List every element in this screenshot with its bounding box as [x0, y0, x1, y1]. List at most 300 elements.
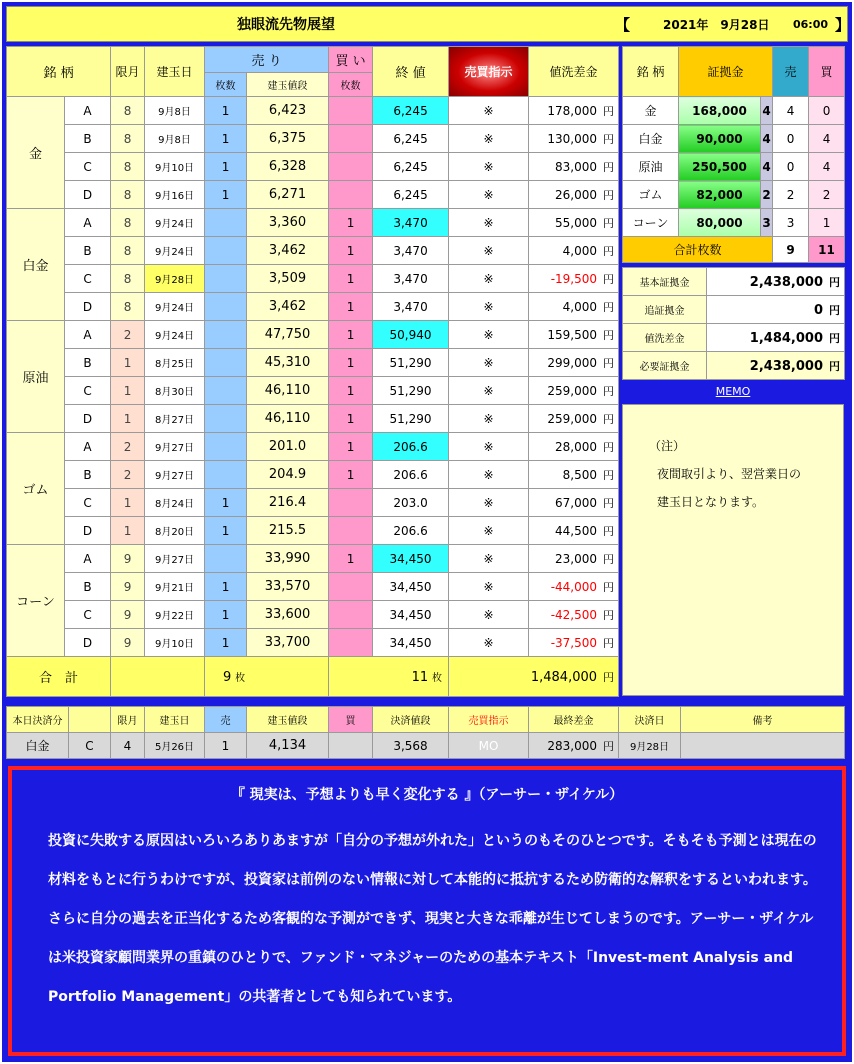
sell-count: 1	[205, 125, 247, 153]
settle-header: 最終差金	[529, 707, 619, 733]
margin-row	[623, 97, 845, 125]
entry-price: 6,423	[247, 97, 329, 125]
summary-value: 2,438,000 円	[707, 352, 845, 380]
pnl-cell: -37,500 円	[529, 629, 619, 657]
sell-count	[205, 405, 247, 433]
summary-value: 1,484,000 円	[707, 324, 845, 352]
position-date: 9月28日	[145, 265, 205, 293]
memo-link[interactable]: MEMO	[715, 385, 751, 398]
position-date: 9月24日	[145, 209, 205, 237]
settle-header: 建玉値段	[247, 707, 329, 733]
signal-mark: ※	[449, 321, 529, 349]
pnl-cell: 26,000 円	[529, 181, 619, 209]
sell-count: 1	[205, 517, 247, 545]
settle-header: 本日決済分	[7, 707, 69, 733]
close-price: 3,470	[373, 237, 449, 265]
contract-month: 9	[111, 573, 145, 601]
margin-sell: 3	[773, 209, 809, 237]
margin-total-sell: 9	[773, 237, 809, 263]
margin-lots: 2	[761, 181, 773, 209]
margin-row	[623, 209, 845, 237]
signal-mark: ※	[449, 209, 529, 237]
memo-line: 夜間取引より、翌営業日の	[657, 467, 802, 481]
position-date: 9月21日	[145, 573, 205, 601]
table-row	[7, 97, 619, 125]
pnl-cell: 299,000 円	[529, 349, 619, 377]
sell-count	[205, 321, 247, 349]
pnl-cell: 4,000 円	[529, 237, 619, 265]
close-price: 51,290	[373, 405, 449, 433]
contract-month: 8	[111, 181, 145, 209]
summary-label: 追証拠金	[623, 296, 707, 324]
contract-month: 1	[111, 377, 145, 405]
pnl-cell: -19,500 円	[529, 265, 619, 293]
settle-signal: MO	[449, 733, 529, 759]
settle-diff: 283,000 円	[529, 733, 619, 759]
contract-code: D	[65, 405, 111, 433]
table-row	[7, 461, 619, 489]
pnl-cell: 44,500 円	[529, 517, 619, 545]
margin-amount: 82,000	[679, 181, 761, 209]
contract-month: 1	[111, 405, 145, 433]
margin-sell: 0	[773, 125, 809, 153]
contract-month: 1	[111, 489, 145, 517]
settle-close: 3,568	[373, 733, 449, 759]
close-price: 34,450	[373, 545, 449, 573]
entry-price: 46,110	[247, 405, 329, 433]
buy-count: 1	[329, 265, 373, 293]
signal-mark: ※	[449, 97, 529, 125]
report-time: 06:00	[793, 18, 829, 31]
table-row	[7, 489, 619, 517]
header-meigara: 銘 柄	[7, 47, 111, 97]
margin-total-row	[623, 237, 845, 263]
close-price: 50,940	[373, 321, 449, 349]
pnl-cell: 159,500 円	[529, 321, 619, 349]
title-bar	[6, 6, 851, 42]
sell-count: 1	[205, 573, 247, 601]
position-date: 8月20日	[145, 517, 205, 545]
contract-code: D	[65, 181, 111, 209]
settle-date: 5月26日	[145, 733, 205, 759]
settle-day: 9月28日	[619, 733, 681, 759]
total-spacer	[111, 657, 205, 697]
sell-count: 1	[205, 97, 247, 125]
margin-row	[623, 125, 845, 153]
contract-code: A	[65, 209, 111, 237]
close-price: 51,290	[373, 349, 449, 377]
commodity-name: 白金	[7, 209, 65, 321]
margin-commodity: ゴム	[623, 181, 679, 209]
margin-amount: 168,000	[679, 97, 761, 125]
settle-header: 建玉日	[145, 707, 205, 733]
page-title: 独眼流先物展望	[237, 17, 335, 33]
total-row	[7, 657, 619, 697]
close-price: 6,245	[373, 181, 449, 209]
pnl-cell: 67,000 円	[529, 489, 619, 517]
settle-sell: 1	[205, 733, 247, 759]
header-buy-maisu: 枚数	[329, 73, 373, 97]
summary-row	[623, 324, 845, 352]
pnl-cell: 28,000 円	[529, 433, 619, 461]
contract-month: 8	[111, 293, 145, 321]
summary-label: 必要証拠金	[623, 352, 707, 380]
buy-count	[329, 181, 373, 209]
contract-code: C	[65, 601, 111, 629]
buy-count: 1	[329, 321, 373, 349]
sell-count: 1	[205, 489, 247, 517]
header-tatene: 建玉値段	[247, 73, 329, 97]
position-date: 9月10日	[145, 629, 205, 657]
signal-mark: ※	[449, 573, 529, 601]
position-date: 9月10日	[145, 153, 205, 181]
position-date: 8月30日	[145, 377, 205, 405]
buy-count	[329, 573, 373, 601]
settle-header: 備考	[681, 707, 845, 733]
header-kai: 買 い	[329, 47, 373, 73]
margin-commodity: 原油	[623, 153, 679, 181]
close-price: 3,470	[373, 209, 449, 237]
signal-mark: ※	[449, 265, 529, 293]
pnl-cell: 259,000 円	[529, 377, 619, 405]
signal-mark: ※	[449, 181, 529, 209]
sell-count	[205, 293, 247, 321]
table-row	[7, 153, 619, 181]
margin-row	[623, 181, 845, 209]
table-row	[7, 377, 619, 405]
close-price: 206.6	[373, 461, 449, 489]
sell-count	[205, 265, 247, 293]
entry-price: 3,462	[247, 237, 329, 265]
signal-mark: ※	[449, 125, 529, 153]
buy-count: 1	[329, 377, 373, 405]
contract-code: A	[65, 97, 111, 125]
position-date: 9月24日	[145, 293, 205, 321]
contract-code: D	[65, 517, 111, 545]
margin-commodity: コーン	[623, 209, 679, 237]
settle-header: 売買指示	[449, 707, 529, 733]
entry-price: 3,509	[247, 265, 329, 293]
settle-name: 白金	[7, 733, 69, 759]
report-date: 2021年 9月28日	[663, 18, 770, 32]
sell-count: 1	[205, 153, 247, 181]
contract-code: A	[65, 545, 111, 573]
table-row	[7, 237, 619, 265]
position-date: 9月16日	[145, 181, 205, 209]
entry-price: 33,700	[247, 629, 329, 657]
entry-price: 204.9	[247, 461, 329, 489]
margin-table	[622, 46, 845, 263]
contract-code: C	[65, 265, 111, 293]
summary-value: 0 円	[707, 296, 845, 324]
table-row	[7, 517, 619, 545]
buy-count	[329, 629, 373, 657]
contract-code: A	[65, 433, 111, 461]
signal-mark: ※	[449, 517, 529, 545]
margin-sell: 2	[773, 181, 809, 209]
contract-month: 8	[111, 237, 145, 265]
table-row	[7, 545, 619, 573]
settle-buy	[329, 733, 373, 759]
total-label: 合 計	[7, 657, 111, 697]
quote-body: 投資に失敗する原因はいろいろありあますが「自分の予想が外れた」というのもそのひとつです。そもそも予測とは現在の材料をもとに行うわけですが、投資家は前例のない情報に対して本能的に抵抗するため防衛的な解釈をするといわれます。さらに自分の過去を正当化するため客観的な予測ができず、現実と大きな乖離が生じてしまうのです。アーサー・ザイケルは米投資家顧問業界の重鎮のひとりで、ファンド・マネジャーのための基本テキスト「Invest-ment Analysis and Portfolio Management」の共著者としても知られています。	[48, 833, 817, 1005]
close-price: 6,245	[373, 125, 449, 153]
buy-count: 1	[329, 461, 373, 489]
signal-mark: ※	[449, 461, 529, 489]
margin-row	[623, 153, 845, 181]
signal-mark: ※	[449, 489, 529, 517]
position-date: 9月24日	[145, 237, 205, 265]
summary-label: 値洗差金	[623, 324, 707, 352]
contract-month: 8	[111, 125, 145, 153]
signal-mark: ※	[449, 405, 529, 433]
margin-lots: 3	[761, 209, 773, 237]
commodity-name: 原油	[7, 321, 65, 433]
buy-count: 1	[329, 209, 373, 237]
commodity-name: ゴム	[7, 433, 65, 545]
side-header-uri: 売	[773, 47, 809, 97]
margin-amount: 250,500	[679, 153, 761, 181]
signal-mark: ※	[449, 433, 529, 461]
sell-count	[205, 209, 247, 237]
pnl-cell: 130,000 円	[529, 125, 619, 153]
settle-note	[681, 733, 845, 759]
sell-count: 1	[205, 181, 247, 209]
header-sagaku: 値洗差金	[529, 47, 619, 97]
entry-price: 45,310	[247, 349, 329, 377]
entry-price: 6,271	[247, 181, 329, 209]
margin-buy: 1	[809, 209, 845, 237]
total-buy: 11 枚	[329, 657, 449, 697]
positions-table	[6, 46, 619, 697]
header-uri: 売 り	[205, 47, 329, 73]
position-date: 9月22日	[145, 601, 205, 629]
entry-price: 33,600	[247, 601, 329, 629]
position-date: 8月27日	[145, 405, 205, 433]
settlement-table	[6, 706, 845, 759]
position-date: 8月24日	[145, 489, 205, 517]
settle-contract: C	[69, 733, 111, 759]
buy-count: 1	[329, 405, 373, 433]
memo-box	[622, 404, 844, 696]
table-row	[7, 601, 619, 629]
pnl-cell: 8,500 円	[529, 461, 619, 489]
position-date: 9月27日	[145, 433, 205, 461]
entry-price: 3,360	[247, 209, 329, 237]
buy-count	[329, 153, 373, 181]
margin-sell: 4	[773, 97, 809, 125]
margin-total-buy: 11	[809, 237, 845, 263]
close-price: 3,470	[373, 293, 449, 321]
header-owarine: 終 値	[373, 47, 449, 97]
quote-title: 『 現実は、予想よりも早く変化する 』（アーサー・ザイケル）	[230, 787, 624, 803]
margin-lots: 4	[761, 97, 773, 125]
side-header-meigara: 銘 柄	[623, 47, 679, 97]
pnl-cell: 55,000 円	[529, 209, 619, 237]
pnl-cell: 178,000 円	[529, 97, 619, 125]
margin-buy: 4	[809, 125, 845, 153]
settle-header: 売	[205, 707, 247, 733]
close-price: 6,245	[373, 97, 449, 125]
margin-commodity: 金	[623, 97, 679, 125]
buy-count	[329, 601, 373, 629]
header-tategyokubi: 建玉日	[145, 47, 205, 97]
entry-price: 3,462	[247, 293, 329, 321]
contract-code: B	[65, 461, 111, 489]
contract-code: B	[65, 349, 111, 377]
margin-sell: 0	[773, 153, 809, 181]
contract-code: C	[65, 153, 111, 181]
buy-count	[329, 517, 373, 545]
table-row	[7, 629, 619, 657]
bracket-close: 】	[835, 16, 851, 34]
summary-row	[623, 268, 845, 296]
position-date: 9月8日	[145, 125, 205, 153]
settle-month: 4	[111, 733, 145, 759]
margin-buy: 2	[809, 181, 845, 209]
close-price: 34,450	[373, 601, 449, 629]
buy-count: 1	[329, 293, 373, 321]
contract-month: 8	[111, 97, 145, 125]
entry-price: 33,990	[247, 545, 329, 573]
buy-count: 1	[329, 237, 373, 265]
table-row	[7, 265, 619, 293]
table-row	[7, 573, 619, 601]
memo-line: 建玉日となります。	[657, 495, 765, 509]
signal-mark: ※	[449, 293, 529, 321]
entry-price: 216.4	[247, 489, 329, 517]
contract-month: 9	[111, 601, 145, 629]
table-row	[7, 321, 619, 349]
close-price: 6,245	[373, 153, 449, 181]
position-date: 9月27日	[145, 545, 205, 573]
close-price: 51,290	[373, 377, 449, 405]
signal-mark: ※	[449, 349, 529, 377]
pnl-cell: 83,000 円	[529, 153, 619, 181]
sell-count	[205, 461, 247, 489]
sell-count	[205, 349, 247, 377]
pnl-cell: -42,500 円	[529, 601, 619, 629]
table-row	[7, 209, 619, 237]
contract-month: 1	[111, 349, 145, 377]
contract-month: 2	[111, 461, 145, 489]
margin-commodity: 白金	[623, 125, 679, 153]
table-row	[7, 125, 619, 153]
header-signal: 売買指示	[449, 47, 529, 97]
contract-code: B	[65, 573, 111, 601]
contract-code: B	[65, 125, 111, 153]
contract-code: C	[65, 489, 111, 517]
header-gengetsu: 限月	[111, 47, 145, 97]
margin-total-label: 合計枚数	[623, 237, 773, 263]
sell-count	[205, 377, 247, 405]
signal-mark: ※	[449, 601, 529, 629]
close-price: 206.6	[373, 433, 449, 461]
entry-price: 33,570	[247, 573, 329, 601]
signal-mark: ※	[449, 237, 529, 265]
sell-count	[205, 545, 247, 573]
position-date: 9月27日	[145, 461, 205, 489]
signal-mark: ※	[449, 377, 529, 405]
close-price: 206.6	[373, 517, 449, 545]
contract-code: C	[65, 377, 111, 405]
buy-count	[329, 489, 373, 517]
buy-count: 1	[329, 433, 373, 461]
side-header-kai: 買	[809, 47, 845, 97]
sell-count: 1	[205, 601, 247, 629]
entry-price: 6,328	[247, 153, 329, 181]
table-row	[7, 181, 619, 209]
buy-count: 1	[329, 349, 373, 377]
settle-header: 買	[329, 707, 373, 733]
summary-row	[623, 352, 845, 380]
contract-month: 8	[111, 153, 145, 181]
margin-lots: 4	[761, 125, 773, 153]
signal-mark: ※	[449, 629, 529, 657]
table-row	[7, 349, 619, 377]
margin-amount: 80,000	[679, 209, 761, 237]
entry-price: 47,750	[247, 321, 329, 349]
table-row	[7, 405, 619, 433]
contract-month: 2	[111, 321, 145, 349]
contract-month: 9	[111, 629, 145, 657]
margin-amount: 90,000	[679, 125, 761, 153]
quote-box	[8, 766, 846, 1056]
summary-value: 2,438,000 円	[707, 268, 845, 296]
table-row	[7, 293, 619, 321]
contract-month: 8	[111, 209, 145, 237]
table-row	[7, 433, 619, 461]
settle-header	[69, 707, 111, 733]
commodity-name: 金	[7, 97, 65, 209]
pnl-cell: 4,000 円	[529, 293, 619, 321]
buy-count	[329, 97, 373, 125]
settle-header: 決済日	[619, 707, 681, 733]
settle-header: 限月	[111, 707, 145, 733]
summary-row	[623, 296, 845, 324]
close-price: 34,450	[373, 573, 449, 601]
entry-price: 46,110	[247, 377, 329, 405]
position-date: 9月8日	[145, 97, 205, 125]
sell-count	[205, 237, 247, 265]
sell-count: 1	[205, 629, 247, 657]
buy-count: 1	[329, 545, 373, 573]
entry-price: 215.5	[247, 517, 329, 545]
signal-mark: ※	[449, 545, 529, 573]
contract-code: D	[65, 629, 111, 657]
close-price: 34,450	[373, 629, 449, 657]
total-diff: 1,484,000 円	[449, 657, 619, 697]
summary-label: 基本証拠金	[623, 268, 707, 296]
memo-line: （注）	[649, 439, 686, 453]
bracket-open: 【	[615, 16, 631, 34]
pnl-cell: 259,000 円	[529, 405, 619, 433]
commodity-name: コーン	[7, 545, 65, 657]
margin-lots: 4	[761, 153, 773, 181]
pnl-cell: 23,000 円	[529, 545, 619, 573]
settle-header: 決済値段	[373, 707, 449, 733]
header-sell-maisu: 枚数	[205, 73, 247, 97]
close-price: 3,470	[373, 265, 449, 293]
sell-count	[205, 433, 247, 461]
margin-buy: 4	[809, 153, 845, 181]
contract-code: B	[65, 237, 111, 265]
entry-price: 201.0	[247, 433, 329, 461]
position-date: 8月25日	[145, 349, 205, 377]
contract-month: 2	[111, 433, 145, 461]
total-sell: 9 枚	[205, 657, 329, 697]
contract-month: 8	[111, 265, 145, 293]
